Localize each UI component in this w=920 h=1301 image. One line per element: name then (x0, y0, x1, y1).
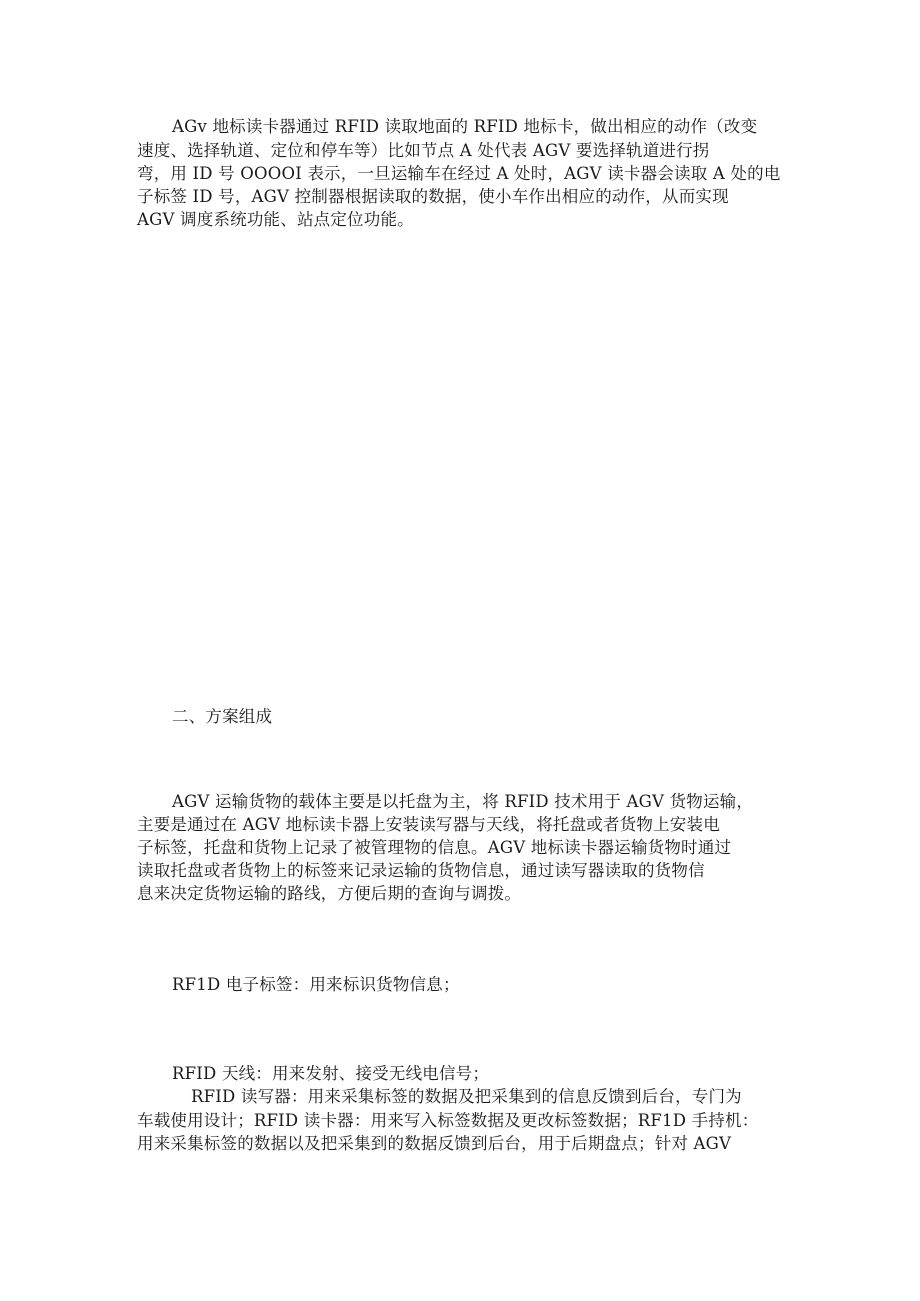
paragraph-2-line-2: 主要是通过在 AGV 地标读卡器上安装读写器与天线，将托盘或者货物上安装电 (137, 815, 720, 834)
paragraph-2-line-4: 读取托盘或者货物上的标签来记录运输的货物信息，通过读写器读取的货物信 (137, 861, 705, 880)
paragraph-1-line-1: AGv 地标读卡器通过 RFID 读取地面的 RFID 地标卡，做出相应的动作（改变 (172, 117, 758, 136)
paragraph-2-line-5: 息来决定货物运输的路线，方便后期的查询与调拨。 (137, 884, 522, 903)
section-heading: 二、方案组成 (172, 707, 273, 726)
item-rfid-tag: RF1D 电子标签：用来标识货物信息； (172, 975, 460, 994)
paragraph-3-line-3: 用来采集标签的数据以及把采集到的数据反馈到后台，用于后期盘点；针对 AGV (137, 1134, 732, 1153)
item-rfid-antenna: RFID 天线：用来发射、接受无线电信号； (172, 1064, 490, 1083)
paragraph-3-line-2: 车载使用设计；RFID 读卡器：用来写入标签数据及更改标签数据；RF1D 手持机： (137, 1111, 759, 1130)
paragraph-1-line-3: 弯，用 ID 号 OOOOI 表示，一旦运输车在经过 A 处时，AGV 读卡器会读取 A 处的电 (137, 164, 781, 183)
paragraph-1-line-2: 速度、选择轨道、定位和停车等）比如节点 A 处代表 AGV 要选择轨道进行拐 (137, 141, 710, 160)
paragraph-1-line-4: 子标签 ID 号，AGV 控制器根据读取的数据，使小车作出相应的动作，从而实现 (137, 187, 729, 206)
paragraph-3-line-1: RFID 读写器：用来采集标签的数据及把采集到的信息反馈到后台，专门为 (191, 1087, 742, 1106)
paragraph-2-line-1: AGV 运输货物的载体主要是以托盘为主，将 RFID 技术用于 AGV 货物运输， (172, 792, 754, 811)
paragraph-2-line-3: 子标签，托盘和货物上记录了被管理物的信息。AGV 地标读卡器运输货物时通过 (137, 838, 732, 857)
paragraph-1-line-5: AGV 调度系统功能、站点定位功能。 (137, 210, 414, 229)
